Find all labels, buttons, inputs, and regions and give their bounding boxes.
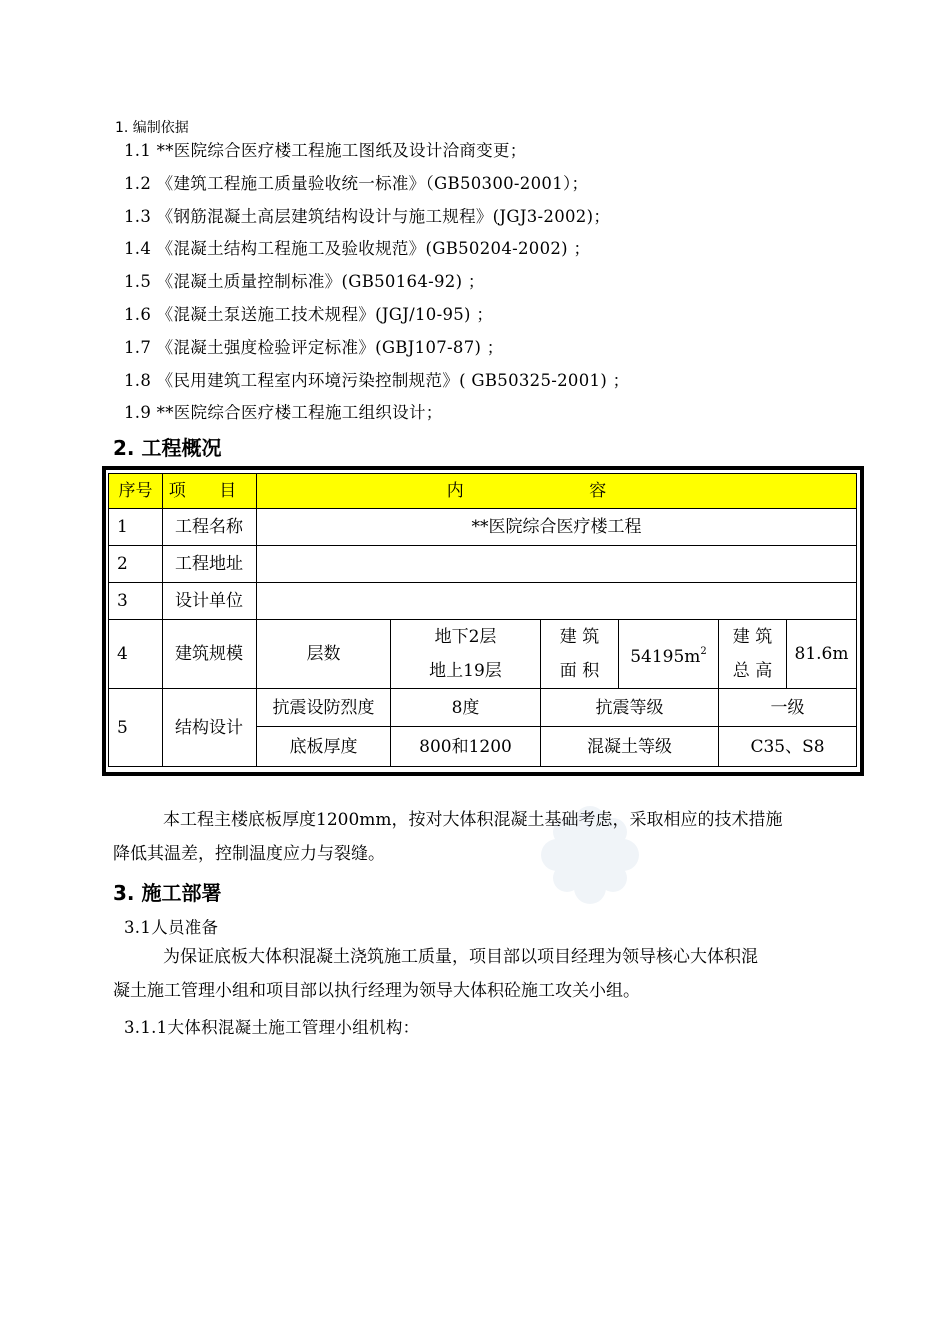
section-2-heading: 2. 工程概况 — [113, 436, 222, 460]
area-label-line: 建 筑 — [559, 627, 600, 647]
area-value — [619, 620, 719, 689]
subsection-3-1-1: 3.1.1大体积混凝土施工管理小组机构： — [124, 1018, 420, 1037]
row-no: 1 — [109, 509, 163, 546]
concrete-grade-label: 混凝土等级 — [541, 727, 719, 767]
basis-item-2: 1.2 《建筑工程施工质量验收统一标准》（GB50300-2001）； — [124, 174, 589, 193]
concrete-grade-value: C35、S8 — [719, 727, 857, 767]
height-value: 81.6m — [787, 620, 857, 689]
section-3-heading: 3. 施工部署 — [113, 881, 222, 905]
section-1-heading: 1. 编制依据 — [115, 120, 189, 136]
table-row — [109, 546, 857, 583]
basis-item-8: 1.8 《民用建筑工程室内环境污染控制规范》( GB50325-2001) ； — [124, 371, 630, 390]
basis-item-9: 1.9 **医院综合医疗楼工程施工组织设计； — [124, 403, 443, 422]
seismic-grade-value: 一级 — [719, 689, 857, 727]
slab-thickness-label: 底板厚度 — [257, 727, 391, 767]
floors-underground: 地下2层 — [434, 627, 497, 647]
area-label-line: 面 积 — [559, 661, 600, 681]
row-no: 5 — [109, 689, 163, 767]
seismic-intensity-label: 抗震设防烈度 — [257, 689, 391, 727]
area-unit-sup: 2 — [700, 645, 707, 657]
table-row — [109, 583, 857, 620]
design-unit-value — [257, 583, 857, 620]
basis-item-3: 1.3 《钢筋混凝土高层建筑结构设计与施工规程》(JGJ3-2002)； — [124, 207, 611, 226]
basis-item-4: 1.4 《混凝土结构工程施工及验收规范》(GB50204-2002) ； — [124, 239, 591, 258]
basis-item-7: 1.7 《混凝土强度检验评定标准》(GBJ107-87) ； — [124, 338, 504, 357]
slab-thickness-value: 800和1200 — [391, 727, 541, 767]
row-item: 建筑规模 — [163, 620, 257, 689]
height-label-line: 总 高 — [732, 661, 773, 681]
project-address-value — [257, 546, 857, 583]
row-item: 工程名称 — [163, 509, 257, 546]
row-no: 2 — [109, 546, 163, 583]
table-row — [109, 509, 857, 546]
header-content: 内 容 — [257, 474, 857, 509]
subsection-3-1: 3.1人员准备 — [124, 918, 219, 937]
height-label — [719, 620, 787, 689]
area-label — [541, 620, 619, 689]
overview-paragraph-line-1: 本工程主楼底板厚度1200mm，按对大体积混凝土基础考虑，采取相应的技术措施 — [163, 810, 783, 830]
basis-item-1: 1.1 **医院综合医疗楼工程施工图纸及设计洽商变更； — [124, 141, 527, 160]
row-no: 3 — [109, 583, 163, 620]
area-number: 54195m — [630, 646, 701, 667]
staffing-paragraph-line-1: 为保证底板大体积混凝土浇筑施工质量，项目部以项目经理为领导核心大体积混 — [163, 947, 758, 967]
height-label-line: 建 筑 — [732, 627, 773, 647]
seismic-grade-label: 抗震等级 — [541, 689, 719, 727]
table-row — [109, 620, 857, 689]
row-item: 结构设计 — [163, 689, 257, 767]
basis-item-6: 1.6 《混凝土泵送施工技术规程》(JGJ/10-95) ； — [124, 305, 494, 324]
header-item: 项 目 — [163, 474, 257, 509]
header-no: 序号 — [109, 474, 163, 509]
table-row — [109, 689, 857, 727]
staffing-paragraph-line-2: 凝土施工管理小组和项目部以执行经理为领导大体积砼施工攻关小组。 — [113, 981, 640, 1001]
floors-value — [391, 620, 541, 689]
row-item: 设计单位 — [163, 583, 257, 620]
basis-item-5: 1.5 《混凝土质量控制标准》(GB50164-92) ； — [124, 272, 485, 291]
floors-above-ground: 地上19层 — [429, 661, 502, 681]
row-no: 4 — [109, 620, 163, 689]
overview-table — [108, 473, 857, 767]
overview-paragraph-line-2: 降低其温差，控制温度应力与裂缝。 — [113, 844, 385, 864]
row-item: 工程地址 — [163, 546, 257, 583]
project-name-value: **医院综合医疗楼工程 — [257, 509, 857, 546]
table-header-row — [109, 474, 857, 509]
seismic-intensity-value: 8度 — [391, 689, 541, 727]
floors-label: 层数 — [257, 620, 391, 689]
